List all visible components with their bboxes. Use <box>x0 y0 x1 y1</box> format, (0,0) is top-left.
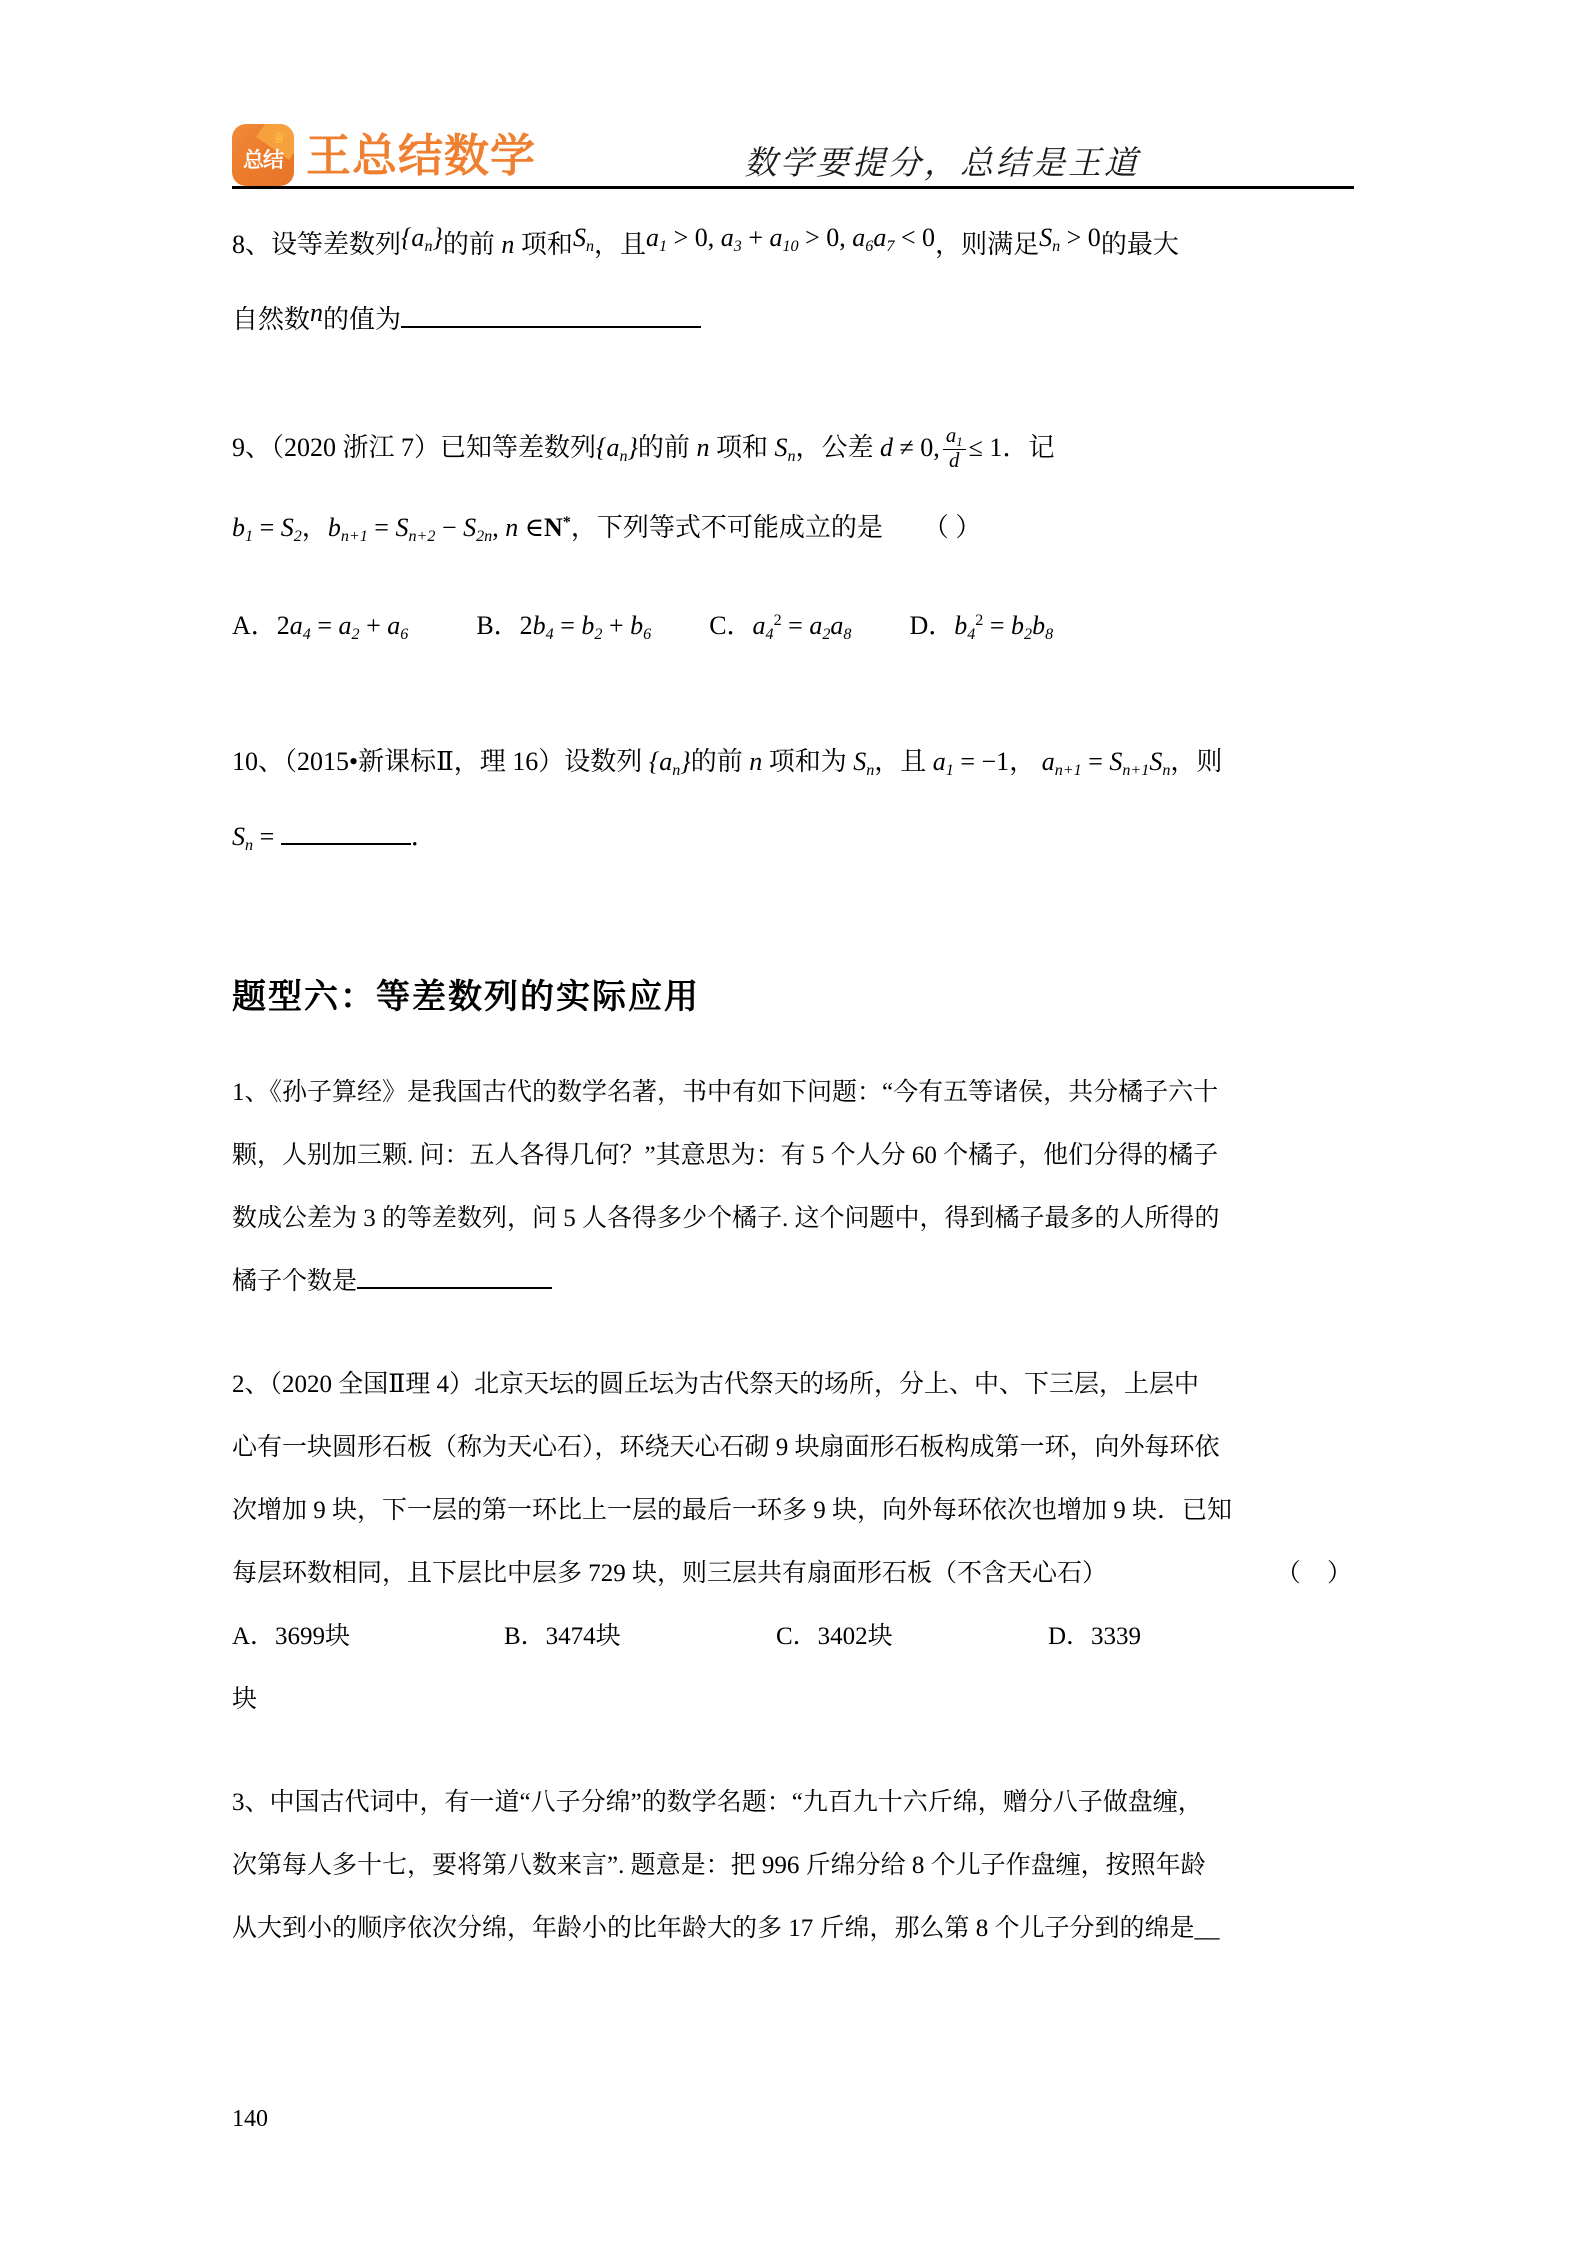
q9-Sn2: $S_{n+2}$ <box>395 512 436 545</box>
q9-Sn: $S_n$ <box>774 432 796 465</box>
q9-number: 9、 <box>232 432 272 462</box>
q9-fraction-a1-over-d <box>943 425 966 472</box>
section-heading: 题型六：等差数列的实际应用 <box>232 976 700 1017</box>
q10-text-3: 项和为 <box>768 747 847 777</box>
header-tagline: 数学要提分，总结是王道 <box>744 146 1140 182</box>
q8-l2-text-a: 自然数 <box>232 304 311 334</box>
q10-an1: $a_{n+1}$ <box>1041 747 1082 779</box>
header-divider <box>232 186 1354 189</box>
q10-period: ． <box>410 821 437 851</box>
q9-option-D[interactable]: D．$b_4^2 = b_2b_8$ <box>909 611 1054 644</box>
applied-problem-2 <box>232 1353 1362 1731</box>
applied-2-options-tail: 块 <box>232 1686 258 1714</box>
q9-frac-numerator: $a_1$ <box>943 425 966 450</box>
applied-2-line-4: 每层环数相同，且下层比中层多 729 块，则三层共有扇面形石板（不含天心石） （ ） <box>232 1542 1362 1605</box>
spacer <box>232 667 1362 729</box>
spacer <box>232 1021 1362 1061</box>
q10-text-5: ，则 <box>1170 747 1223 777</box>
q9-text-1: 已知等差数列 <box>440 432 597 462</box>
applied-3-line-2: 次第每人多十七，要将第八数来言”. 题意是：把 996 斤绵分给 8 个儿子作盘缠，按照年龄 <box>232 1852 1206 1880</box>
q9-var-d: d <box>880 432 894 462</box>
q9-seq: $\{a_n\}$ <box>596 432 638 465</box>
q9-bn1: $b_{n+1}$ <box>327 512 368 545</box>
applied-2-option-B[interactable]: B．3474块 <box>504 1623 621 1651</box>
q10-text-1: 设数列 <box>564 747 643 777</box>
q10-number: 10、 <box>232 747 285 777</box>
question-10 <box>232 729 1362 879</box>
applied-1-line-3: 数成公差为 3 的等差数列，问 5 人各得多少个橘子. 这个问题中，得到橘子最多的人所得的 <box>232 1205 1220 1233</box>
question-9-line-2 <box>232 490 1362 570</box>
q10-l2-Sn: $S_n$ <box>232 821 254 854</box>
spacer <box>232 1313 1362 1353</box>
q9-n-in: n ∈ <box>505 512 544 542</box>
q8-answer-blank[interactable] <box>401 326 701 328</box>
q8-conditions: $a_1 > 0$, $a_3 + a_{10} > 0$, $a_6a_7 < 0$ <box>646 223 936 255</box>
applied-1-line-1: 1、《孙子算经》是我国古代的数学名著，书中有如下问题：“今有五等诸侯，共分橘子六十 <box>232 1079 1219 1107</box>
q10-recurrence: $S_{n+1}S_n$ <box>1109 747 1171 779</box>
applied-1-line-2: 颗，人别加三颗. 问：五人各得几何？”其意思为：有 5 个人分 60 个橘子，他们分得的橘子 <box>232 1142 1219 1170</box>
question-8 <box>232 212 1362 353</box>
applied-problem-3 <box>232 1771 1362 1960</box>
q9-frac-relation: ≤ 1 <box>968 432 1003 462</box>
question-8-line-2 <box>232 287 1362 353</box>
question-10-line-2 <box>232 804 1362 879</box>
q8-seq: $\{a_n\}$ <box>401 223 443 255</box>
q8-text-f: 的最大 <box>1100 230 1179 259</box>
question-9-options <box>232 589 1362 667</box>
q10-Sn: $S_n$ <box>853 747 875 779</box>
spacer <box>232 879 1362 974</box>
document-content <box>232 212 1362 1960</box>
q9-b1: $b_1$ <box>232 512 254 545</box>
q8-var-n: n <box>501 230 515 259</box>
q9-option-B[interactable]: B．$2b_4 = b_2 + b_6$ <box>476 611 652 644</box>
q9-natural-set: N* <box>543 512 571 542</box>
q8-text-e: ，则满足 <box>935 230 1040 259</box>
q9-option-A[interactable]: A．$2a_4 = a_2 + a_6$ <box>232 611 409 644</box>
page-number: 140 <box>232 2106 268 2132</box>
q9-answer-parens[interactable]: （ ） <box>922 512 982 542</box>
question-8-line-1 <box>232 212 1362 287</box>
q10-eq: = <box>1088 747 1103 777</box>
q8-Sn-positive: $S_n > 0$ <box>1039 223 1101 255</box>
logo-mark-icon <box>232 124 294 186</box>
q8-l2-var-n: n <box>310 297 324 327</box>
applied-2-line-2: 心有一块圆形石板（称为天心石），环绕天心石砌 9 块扇面形石板构成第一环，向外每环依 <box>232 1434 1220 1462</box>
q9-var-n: n <box>696 432 710 462</box>
q9-S2: $S_2$ <box>280 512 302 545</box>
q8-Sn: $S_n$ <box>572 223 594 255</box>
q8-text-c: 项和 <box>520 230 573 259</box>
applied-3-line-1: 3、中国古代词中，有一道“八子分绵”的数学名题：“九百九十六斤绵，赠分八子做盘缠， <box>232 1789 1203 1817</box>
applied-2-option-A[interactable]: A．3699块 <box>232 1623 351 1651</box>
question-9-line-1 <box>232 415 1362 490</box>
q9-option-C[interactable]: C．$a_4^2 = a_2a_8$ <box>709 611 852 644</box>
q10-var-n: n <box>749 747 763 777</box>
q9-text-4: ，公差 <box>795 432 874 462</box>
applied-2-option-C[interactable]: C．3402块 <box>776 1623 893 1651</box>
applied-2-line-1: 2、（2020 全国Ⅱ理 4）北京天坛的圆丘坛为古代祭天的场所，分上、中、下三层，上层中 <box>232 1371 1199 1399</box>
spacer <box>232 353 1362 415</box>
logo-mark-text: 总结 <box>243 148 283 172</box>
q9-text-5: ．记 <box>1002 432 1055 462</box>
q9-eq-2: = <box>374 512 389 542</box>
q10-seq: $\{a_n\}$ <box>648 747 691 779</box>
q9-text-3: 项和 <box>715 432 768 462</box>
q10-l2-eq: = <box>259 821 275 851</box>
applied-2-line-3: 次增加 9 块，下一层的第一环比上一层的最后一环多 9 块，向外每环依次也增加 9 块．已知 <box>232 1497 1233 1525</box>
q9-minus: − <box>441 512 457 542</box>
q8-l2-text-b: 的值为 <box>323 304 402 334</box>
applied-problem-1 <box>232 1061 1362 1313</box>
q9-comma-1: ， <box>301 512 328 542</box>
q10-text-2: 的前 <box>690 747 743 777</box>
q10-a1: $a_1$ <box>932 747 954 779</box>
page-header <box>232 72 1354 190</box>
q10-answer-blank[interactable] <box>281 843 411 845</box>
crown-icon: ♕ <box>272 131 286 147</box>
spacer <box>232 1731 1362 1771</box>
q9-text-6: ，下列等式不可能成立的是 <box>570 512 883 542</box>
q8-number: 8、 <box>232 230 272 259</box>
applied-2-answer-parens[interactable]: （ ） <box>1275 1560 1362 1588</box>
q10-a1-value: = −1 <box>960 747 1010 777</box>
q9-source: （2020 浙江 7） <box>271 432 441 462</box>
applied-1-line-4: 橘子个数是 <box>232 1250 1362 1313</box>
brand-logo <box>232 124 536 186</box>
q9-frac-denominator: d <box>949 449 960 473</box>
q8-text-a: 设等差数列 <box>271 230 402 259</box>
question-9 <box>232 415 1362 667</box>
applied-2-option-D[interactable]: D．3339 <box>1048 1623 1142 1651</box>
q8-text-d: ，且 <box>594 230 647 259</box>
applied-2-options <box>232 1605 1362 1668</box>
q10-comma: ， <box>1009 747 1036 777</box>
q8-text-b: 的前 <box>442 230 495 259</box>
question-10-line-1 <box>232 729 1362 804</box>
q9-comma-2: , <box>492 512 499 542</box>
q10-source: （2015•新课标Ⅱ，理 16） <box>284 747 565 777</box>
applied-1-answer-blank[interactable] <box>357 1287 552 1289</box>
applied-3-line-3: 从大到小的顺序依次分绵，年龄小的比年龄大的多 17 斤绵，那么第 8 个儿子分到的绵是__ <box>232 1915 1220 1943</box>
q9-eq-1: = <box>259 512 275 542</box>
q9-d-relation: ≠ 0, <box>899 432 940 462</box>
q9-text-2: 的前 <box>637 432 690 462</box>
brand-name: 王总结数学 <box>306 128 537 182</box>
spacer <box>232 569 1362 589</box>
q9-S2n: $S_{2n}$ <box>463 512 493 545</box>
q10-text-4: ，且 <box>874 747 927 777</box>
